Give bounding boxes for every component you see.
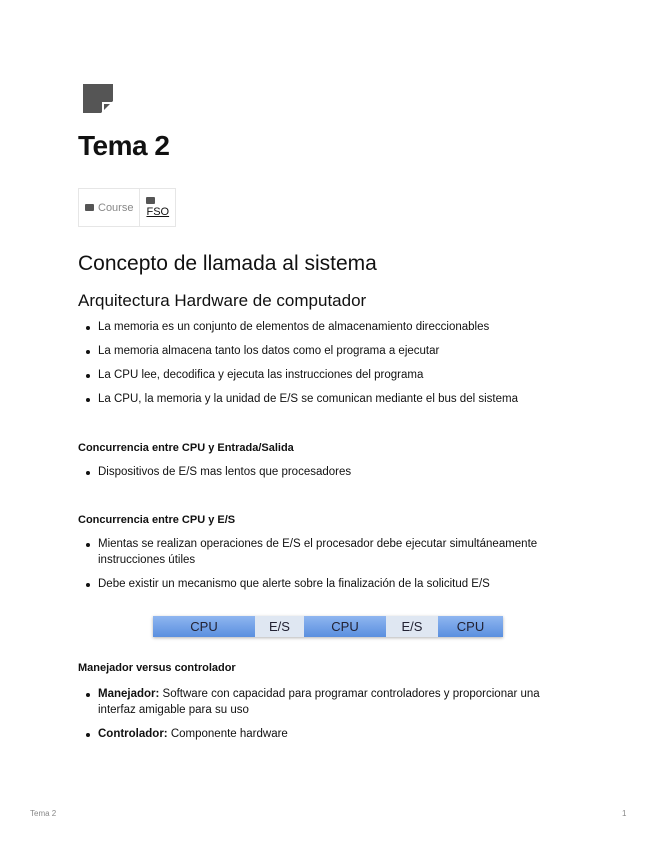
properties-table bbox=[78, 188, 176, 227]
list-item: La CPU lee, decodifica y ejecuta las instrucciones del programa bbox=[78, 367, 598, 383]
footer-title: Tema 2 bbox=[30, 809, 57, 818]
list-item: La CPU, la memoria y la unidad de E/S se comunican mediante el bus del sistema bbox=[78, 391, 598, 407]
page-number: 1 bbox=[622, 809, 627, 818]
term: Controlador: bbox=[98, 728, 168, 740]
book-icon bbox=[146, 197, 155, 204]
page-title: Tema 2 bbox=[78, 130, 170, 161]
diagram-cpu: CPU bbox=[153, 616, 255, 637]
list-item: La memoria es un conjunto de elementos de almacenamiento direccionables bbox=[78, 319, 598, 335]
list-hardware bbox=[78, 319, 598, 415]
definition: Componente hardware bbox=[167, 728, 288, 740]
property-label: Course bbox=[98, 201, 134, 214]
heading-2: Arquitectura Hardware de computador bbox=[78, 291, 367, 310]
page-icon bbox=[83, 84, 113, 113]
list-item: La memoria almacena tanto los datos como el programa a ejecutar bbox=[78, 343, 598, 359]
cpu-es-diagram bbox=[153, 616, 503, 637]
course-link[interactable]: FSO bbox=[146, 206, 170, 218]
list-item: Debe existir un mecanismo que alerte sobre la finalización de la solicitud E/S bbox=[78, 576, 578, 592]
diagram-es: E/S bbox=[386, 616, 438, 637]
diagram-cpu: CPU bbox=[304, 616, 386, 637]
definition: Software con capacidad para programar controladores y proporcionar una interfaz amigable para su uso bbox=[98, 688, 540, 716]
list-concurrency bbox=[78, 464, 598, 488]
heading-1: Concepto de llamada al sistema bbox=[78, 252, 377, 275]
list-item bbox=[78, 726, 578, 742]
heading-3: Concurrencia entre CPU y Entrada/Salida bbox=[78, 442, 294, 454]
list-item bbox=[78, 686, 578, 718]
heading-3: Concurrencia entre CPU y E/S bbox=[78, 514, 236, 526]
term: Manejador: bbox=[98, 688, 160, 700]
book-icon bbox=[85, 204, 94, 211]
list-item: Dispositivos de E/S mas lentos que procesadores bbox=[78, 464, 598, 480]
list-manejador bbox=[78, 686, 578, 750]
diagram-es: E/S bbox=[255, 616, 304, 637]
list-concurrency-es bbox=[78, 536, 578, 600]
diagram-cpu: CPU bbox=[438, 616, 503, 637]
list-item: Mientas se realizan operaciones de E/S el procesador debe ejecutar simultáneamente instrucciones útiles bbox=[78, 536, 578, 568]
heading-3: Manejador versus controlador bbox=[78, 662, 236, 674]
